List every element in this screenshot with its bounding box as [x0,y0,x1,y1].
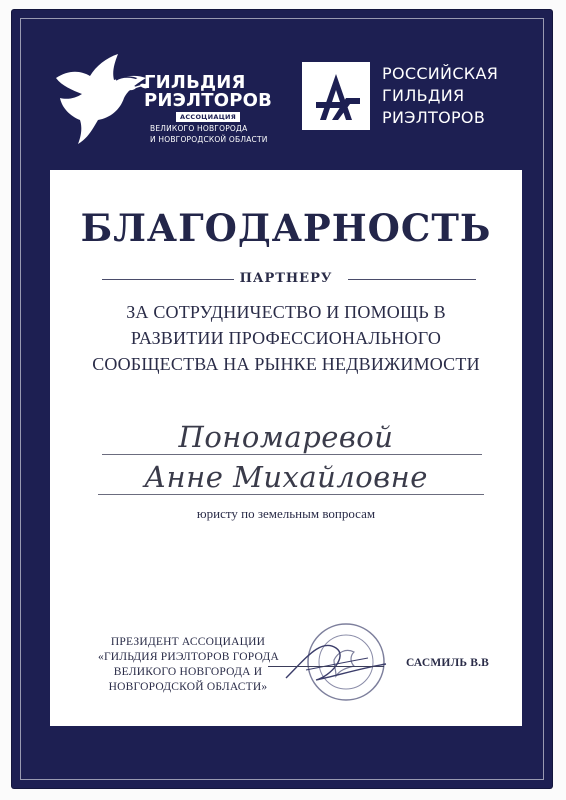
reason-line-1: ЗА СОТРУДНИЧЕСТВО И ПОМОЩЬ В [126,302,446,322]
signature-line [268,666,384,667]
recipient-underline-1 [102,454,482,455]
certificate-title: БЛАГОДАРНОСТЬ [80,206,492,250]
guild-logo-left [48,40,273,150]
rgr-name-line2: ГИЛЬДИЯ [382,86,465,105]
certificate-sheet [50,170,522,726]
subtitle-divider-right [348,279,476,280]
recipient-surname: Пономаревой [178,420,394,454]
guild-subtitle-line2: И НОВГОРОДСКОЙ ОБЛАСТИ [150,135,268,144]
president-title-line2: «ГИЛЬДИЯ РИЭЛТОРОВ ГОРОДА [98,651,279,663]
navy-frame [12,10,552,788]
certificate-subtitle: ПАРТНЕРУ [239,271,333,286]
recipient-position: юристу по земельным вопросам [196,506,376,521]
recipient-underline-2 [98,494,484,495]
president-title-line1: ПРЕЗИДЕНТ АССОЦИАЦИИ [110,636,266,648]
dove-icon [48,40,158,150]
rgr-emblem-icon [302,62,370,130]
rgr-logo-right [302,62,532,142]
rgr-name-line3: РИЭЛТОРОВ [382,108,486,127]
association-badge: АССОЦИАЦИЯ [176,112,240,122]
president-title-line4: НОВГОРОДСКОЙ ОБЛАСТИ» [108,681,268,693]
recipient-given-names: Анне Михайловне [144,460,428,494]
signer-name: САСМИЛЬ В.В [406,657,490,669]
rgr-name-line1: РОССИЙСКАЯ [382,64,499,83]
subtitle-row [50,270,522,290]
guild-subtitle-line1: ВЕЛИКОГО НОВГОРОДА [150,124,248,133]
seal-stamp-icon [276,618,396,708]
president-title-line3: ВЕЛИКОГО НОВГОРОДА И [113,666,263,678]
reason-line-2: РАЗВИТИИ ПРОФЕССИОНАЛЬНОГО [130,328,442,348]
guild-name-line1: ГИЛЬДИЯ [144,72,246,93]
guild-name-line2: РИЭЛТОРОВ [144,90,273,111]
reason-line-3: СООБЩЕСТВА НА РЫНКЕ НЕДВИЖИМОСТИ [92,354,480,374]
header [12,10,552,170]
